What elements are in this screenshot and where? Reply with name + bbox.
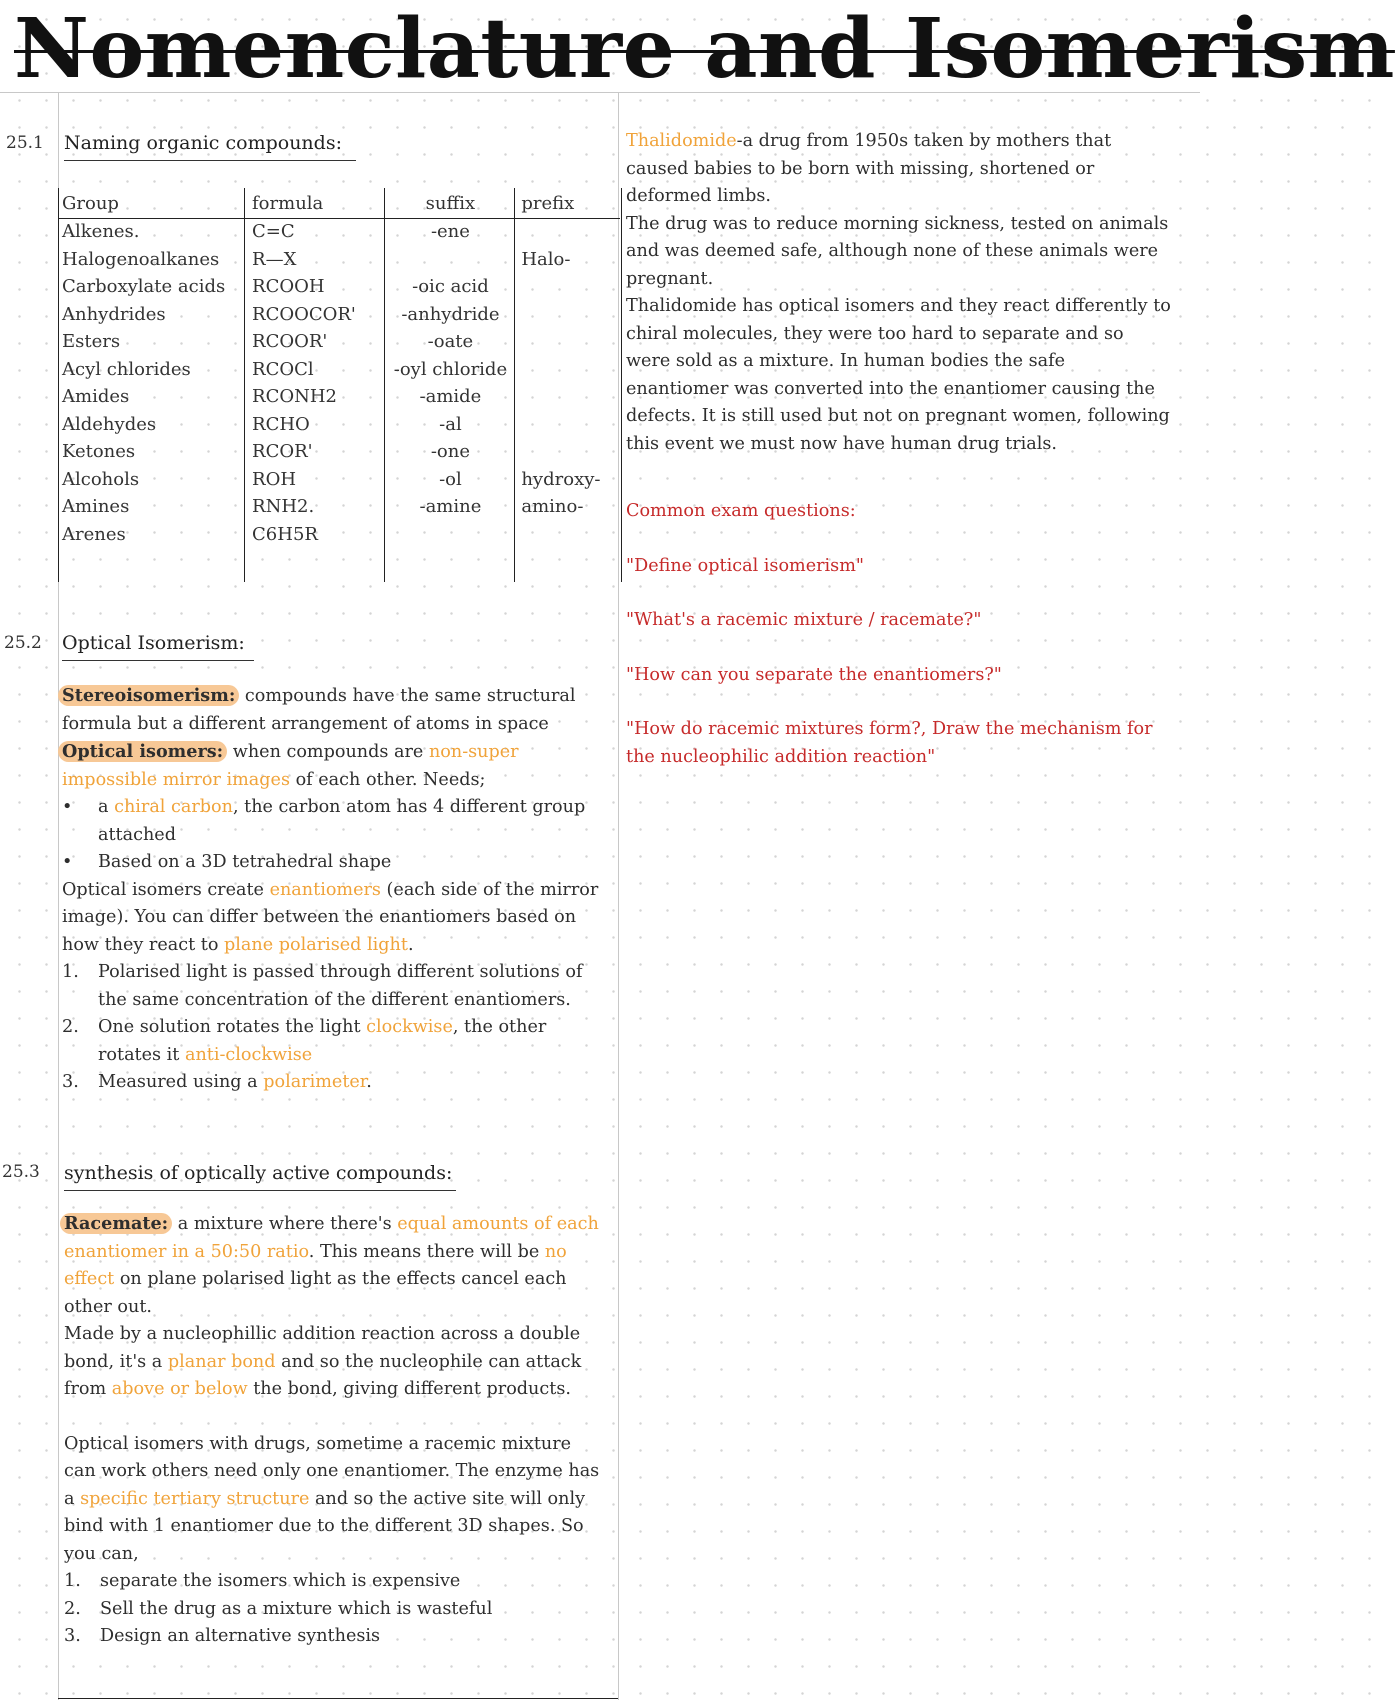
thalidomide-intro: Thalidomide-a drug from 1950s taken by mothers that caused babies to be born with missing, shortened or deformed limbs.: [626, 131, 1112, 206]
table-cell: ROH: [252, 468, 297, 490]
bullet-icon: •: [62, 797, 73, 817]
list-number: 3.: [62, 1072, 79, 1092]
table-cell: Alkenes.: [62, 221, 140, 243]
key-phrase: non-super impossible mirror images: [62, 742, 519, 790]
table-cell: hydroxy-: [521, 468, 601, 490]
list-item: 2. One solution rotates the light clockwise, the other rotates it anti-clockwise: [62, 1014, 602, 1069]
table-cell: RCOOCOR': [252, 303, 356, 325]
term-highlight: Stereoisomerism:: [58, 685, 239, 706]
list-number: 2.: [62, 1017, 79, 1037]
term-highlight: Optical isomers:: [58, 741, 227, 762]
optical-isomers-definition: [62, 738, 602, 794]
options-list: [64, 1568, 604, 1651]
enantiomers-paragraph: Optical isomers create enantiomers (each side of the mirror image). You can differ between the enantiomers based on how they react to plane polarised light.: [62, 879, 599, 955]
table-header-cell: formula: [252, 192, 324, 214]
key-phrase: specific tertiary structure: [80, 1488, 310, 1509]
table-cell: Carboxylate acids: [62, 276, 226, 298]
table-cell: Halogenoalkanes: [62, 248, 220, 270]
table-cell: RCONH2: [252, 386, 337, 408]
list-item: 3. Design an alternative synthesis: [64, 1623, 604, 1651]
section-number: 25.2: [4, 633, 42, 653]
table-cell: -ol: [439, 468, 462, 490]
table-cell: C6H5R: [252, 523, 318, 545]
table-cell: -anhydride: [401, 303, 500, 325]
key-phrase: no effect: [64, 1241, 567, 1289]
naming-table: [58, 188, 622, 548]
section-heading: Naming organic compounds:: [64, 132, 356, 161]
title-underline-divider: [0, 92, 1200, 93]
table-cell: RCOR': [252, 441, 313, 463]
table-cell: C=C: [252, 221, 295, 243]
table-cell: Alcohols: [62, 468, 140, 490]
table-row: [58, 383, 622, 411]
exam-question: "How can you separate the enantiomers?": [626, 664, 1002, 685]
exam-questions-heading: Common exam questions:: [626, 501, 856, 521]
table-row: [58, 521, 622, 549]
synthesis-notes: [64, 1210, 604, 1651]
table-cell: Amides: [62, 386, 130, 408]
table-cell: -amide: [419, 386, 482, 408]
bullet-icon: •: [62, 852, 73, 872]
spacer: [626, 689, 1171, 716]
requirements-list: [62, 794, 602, 877]
key-phrase: plane polarised light: [224, 934, 408, 955]
spacer: [626, 635, 1171, 662]
table-row: [58, 301, 622, 329]
table-cell: -oate: [427, 331, 474, 353]
section-number: 25.3: [2, 1162, 40, 1182]
table-cell: -amine: [419, 496, 482, 518]
table-row: [58, 273, 622, 301]
table-cell: Aldehydes: [62, 413, 157, 435]
table-cell: Ketones: [62, 441, 136, 463]
thalidomide-isomers: Thalidomide has optical isomers and they react differently to chiral molecules, they were too hard to separate and so were sold as a mixture. In human bodies the safe enantiomer was converted into the enantiomer causing the defects. It is still used but not on pregnant women, following this event we must now have human drug trials.: [626, 296, 1171, 454]
list-item: 1. Polarised light is passed through different solutions of the same concentration of the different enantiomers.: [62, 959, 602, 1014]
table-row: [58, 246, 622, 274]
list-number: 3.: [64, 1626, 81, 1646]
table-row: [58, 411, 622, 439]
table-row: [58, 493, 622, 521]
table-cell: -one: [430, 441, 471, 463]
key-phrase: planar bond: [167, 1351, 276, 1372]
table-cell: -oyl chloride: [393, 358, 508, 380]
key-phrase: clockwise: [366, 1017, 453, 1037]
exam-question: "Define optical isomerism": [626, 555, 864, 576]
list-item: • a chiral carbon, the carbon atom has 4 different group attached: [62, 794, 602, 849]
spacer: [626, 526, 1171, 553]
thalidomide-notes: [626, 128, 1171, 771]
table-cell: RCOOH: [252, 276, 325, 298]
optical-isomerism-notes: [62, 682, 602, 1097]
list-number: 1.: [64, 1571, 81, 1591]
spacer: [626, 580, 1171, 607]
table-cell: RCHO: [252, 413, 310, 435]
table-row: [58, 438, 622, 466]
section-number: 25.1: [6, 133, 44, 153]
table-cell: Anhydrides: [62, 303, 166, 325]
table-cell: R—X: [252, 248, 297, 270]
table-header-cell: suffix: [425, 192, 476, 214]
list-item: • Based on a 3D tetrahedral shape: [62, 849, 602, 877]
table-cell: -oic acid: [412, 276, 489, 298]
drugs-paragraph: Optical isomers with drugs, sometime a racemic mixture can work others need only one enantiomer. The enzyme has a specific tertiary structure and so the active site will only bind with 1 enantiomer due to the different 3D shapes. So you can,: [64, 1433, 600, 1564]
definition-text: of each other. Needs;: [289, 769, 486, 790]
table-cell: Arenes: [62, 523, 126, 545]
exam-question: "How do racemic mixtures form?, Draw the mechanism for the nucleophilic addition reaction": [626, 719, 1153, 767]
table-cell: Halo-: [521, 248, 571, 270]
thalidomide-testing: The drug was to reduce morning sickness, tested on animals and was deemed safe, although none of these animals were pregnant.: [626, 213, 1169, 289]
list-item: 2. Sell the drug as a mixture which is wasteful: [64, 1596, 604, 1624]
list-number: 2.: [64, 1598, 81, 1619]
list-number: 1.: [62, 962, 79, 982]
table-header-row: [58, 188, 622, 218]
racemate-definition: Racemate: a mixture where there's equal amounts of each enantiomer in a 50:50 ratio. This means there will be no effect on plane polarised light as the effects cancel each other out.: [64, 1210, 604, 1321]
table-row: [58, 328, 622, 356]
table-row: [58, 466, 622, 494]
key-phrase: above or below: [111, 1379, 248, 1399]
list-item: 1. separate the isomers which is expensive: [64, 1568, 604, 1596]
table-cell: RCOCl: [252, 358, 314, 380]
formation-paragraph: Made by a nucleophillic addition reaction across a double bond, it's a planar bond and so the nucleophile can attack from above or below the bond, giving different products.: [64, 1324, 582, 1399]
key-phrase: polarimeter: [263, 1072, 367, 1092]
list-item: 3. Measured using a polarimeter.: [62, 1069, 602, 1097]
spacer: [64, 1404, 604, 1431]
section-heading: synthesis of optically active compounds:: [64, 1162, 456, 1191]
key-phrase: enantiomers: [269, 879, 381, 900]
table-cell: -al: [439, 413, 462, 435]
key-phrase: anti-clockwise: [184, 1044, 313, 1065]
section-heading: Optical Isomerism:: [62, 632, 254, 661]
table-cell: RCOOR': [252, 331, 328, 353]
definition-text: compounds have the same structural formula but a different arrangement of atoms in space: [62, 686, 576, 734]
table-cell: Esters: [62, 331, 121, 353]
table-cell: RNH2.: [252, 496, 315, 518]
table-row: [58, 356, 622, 384]
key-phrase: Thalidomide: [626, 131, 737, 151]
table-cell: Acyl chlorides: [62, 358, 191, 380]
stereoisomerism-definition: [62, 682, 602, 738]
spacer: [626, 458, 1171, 498]
table-cell: -ene: [430, 221, 470, 243]
definition-text: when compounds are: [227, 742, 429, 762]
table-cell: Amines: [62, 496, 130, 518]
page-title: Nomenclature and Isomerism: [14, 1, 1395, 97]
polarimetry-steps: [62, 959, 602, 1097]
table-row: [58, 218, 622, 246]
term-highlight: Racemate:: [60, 1213, 172, 1234]
key-phrase: equal amounts of each enantiomer in a 50:50 ratio: [64, 1214, 599, 1262]
bottom-rule: [58, 1698, 618, 1699]
table-header-cell: prefix: [521, 192, 575, 214]
exam-question: "What's a racemic mixture / racemate?": [626, 610, 982, 630]
table-cell: amino-: [521, 496, 584, 518]
key-phrase: chiral carbon: [114, 797, 233, 817]
table-header-cell: Group: [62, 192, 119, 214]
